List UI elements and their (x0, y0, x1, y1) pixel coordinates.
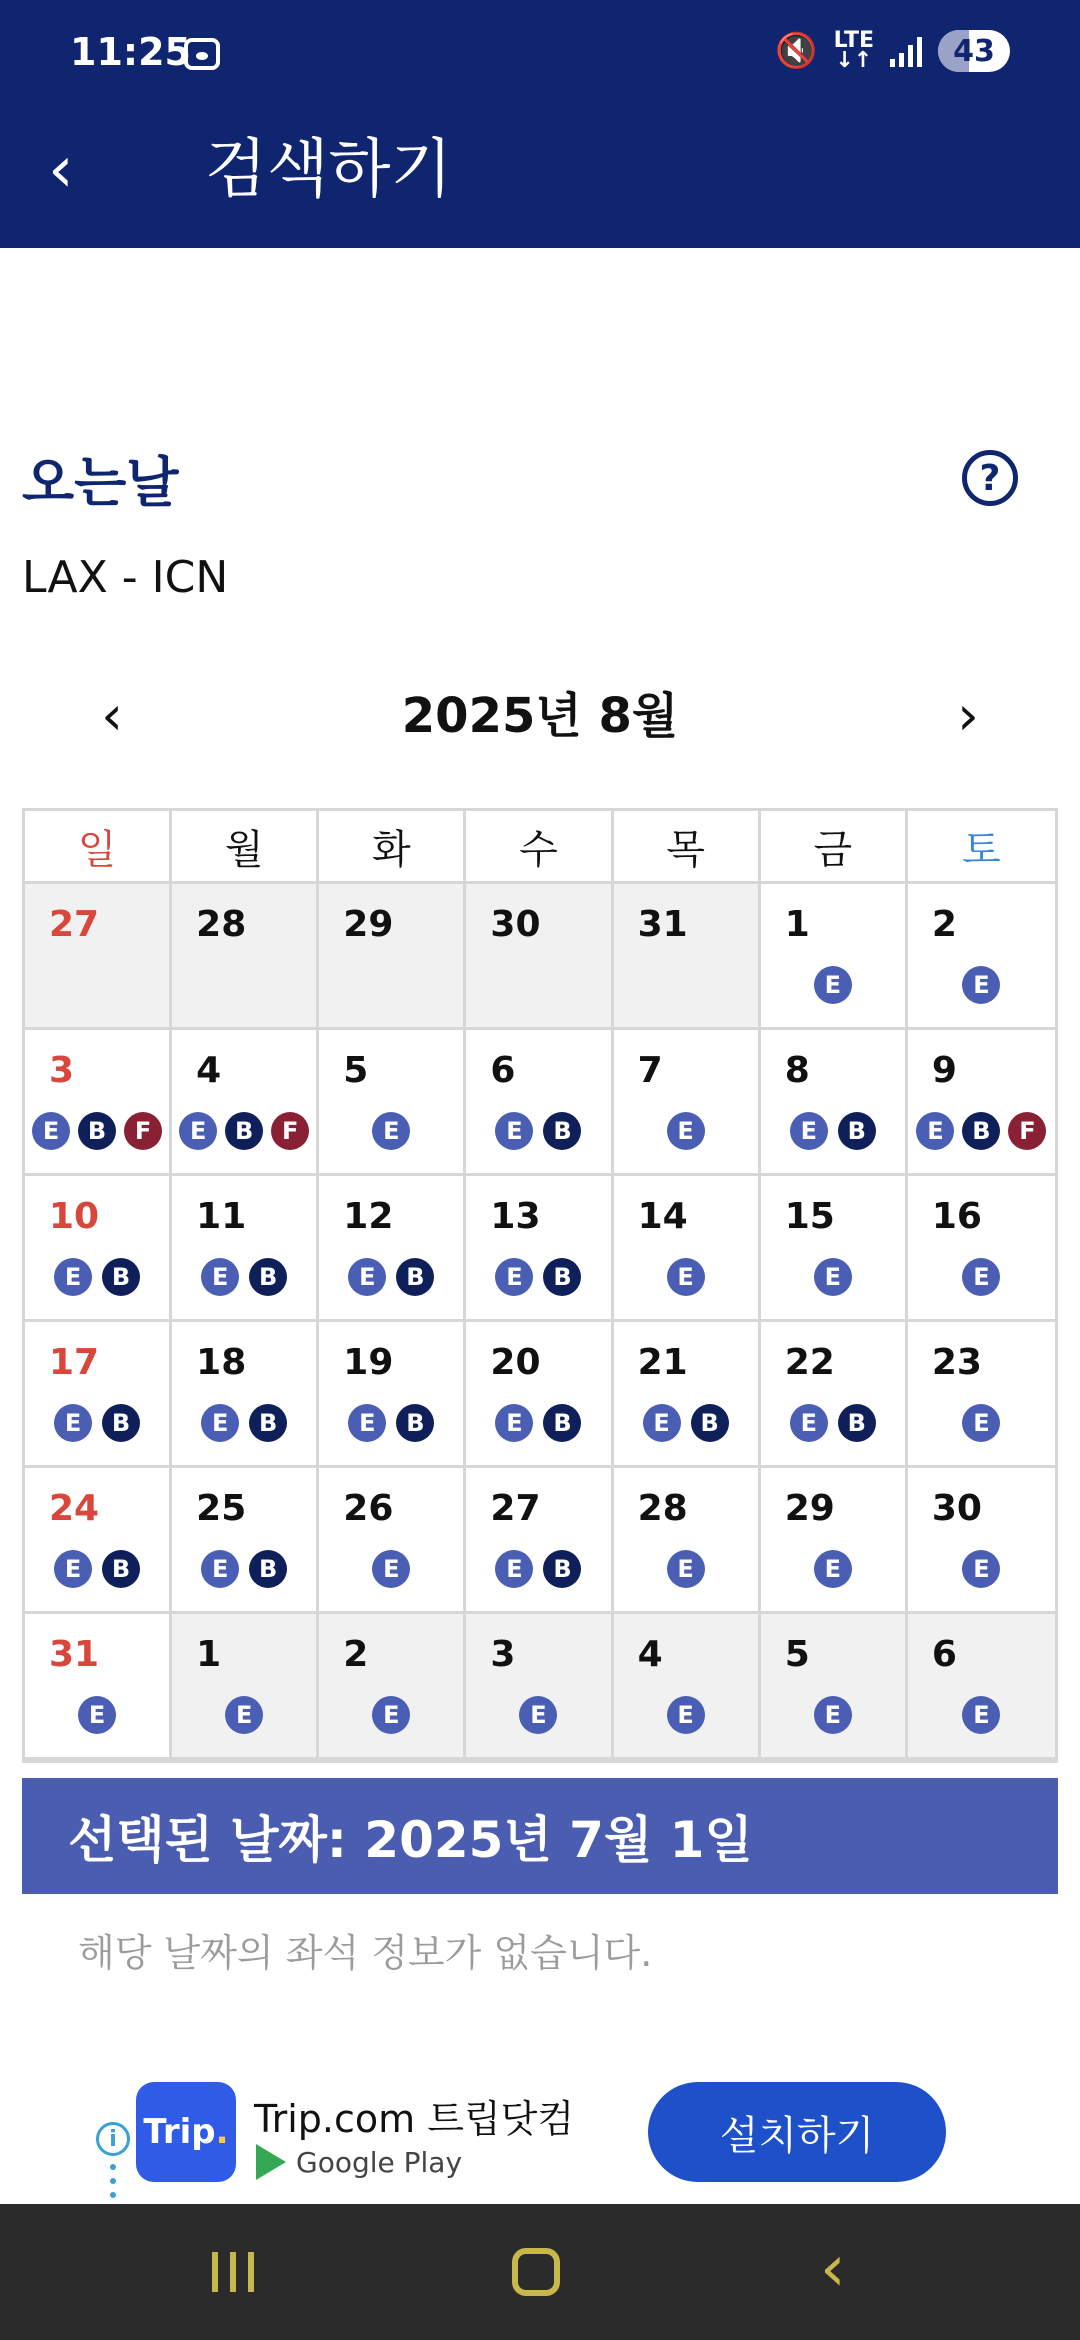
seat-class-badges (466, 1258, 610, 1296)
google-play-label (256, 2144, 462, 2180)
month-label: 2025년 8월 (401, 688, 679, 744)
calendar-day[interactable] (761, 1176, 908, 1322)
seat-class-badges (761, 1112, 905, 1150)
day-number: 1 (784, 904, 810, 945)
calendar-day[interactable] (25, 1322, 172, 1468)
calendar-day[interactable] (761, 1322, 908, 1468)
back-icon[interactable]: ‹ (820, 2232, 846, 2306)
calendar-day[interactable] (466, 1322, 613, 1468)
seat-class-badges (25, 1112, 169, 1150)
seat-class-badge: E (790, 1404, 828, 1442)
recent-apps-icon[interactable] (212, 2252, 254, 2292)
day-number: 3 (49, 1050, 75, 1091)
seat-class-badge: B (102, 1258, 140, 1296)
seat-class-badge: E (179, 1112, 217, 1150)
seat-class-badge: B (838, 1112, 876, 1150)
logo-text: Trip (143, 2112, 216, 2152)
seat-class-badge: B (225, 1112, 263, 1150)
seat-class-badges (614, 1404, 758, 1442)
calendar-grid (22, 881, 1058, 1763)
calendar-day[interactable] (761, 1614, 908, 1760)
seat-class-badge: E (54, 1550, 92, 1588)
calendar-day[interactable] (172, 1614, 319, 1760)
seat-class-badges (614, 1550, 758, 1588)
calendar-day[interactable] (319, 1030, 466, 1176)
day-number: 27 (49, 904, 100, 945)
ad-banner[interactable] (0, 2060, 1080, 2204)
seat-class-badges (614, 1112, 758, 1150)
seat-class-badges (908, 1258, 1055, 1296)
seat-class-badge: B (78, 1112, 116, 1150)
day-number: 27 (490, 1488, 541, 1529)
chevron-right-icon: › (957, 684, 979, 747)
app-header (0, 0, 1080, 248)
day-number: 6 (931, 1634, 957, 1675)
calendar-day[interactable] (319, 1614, 466, 1760)
seat-class-badges (25, 1258, 169, 1296)
calendar-day[interactable] (908, 1322, 1055, 1468)
day-number: 29 (343, 904, 394, 945)
seat-class-badge: E (790, 1112, 828, 1150)
day-number: 26 (343, 1488, 394, 1529)
calendar-day[interactable] (614, 1030, 761, 1176)
calendar-day[interactable] (908, 1468, 1055, 1614)
seat-class-badges (319, 1696, 463, 1734)
day-number: 2 (931, 904, 957, 945)
status-time: 11:25 (70, 30, 191, 74)
day-number: 29 (784, 1488, 835, 1529)
calendar-day[interactable] (466, 1176, 613, 1322)
calendar-day[interactable] (172, 1468, 319, 1614)
calendar-day[interactable] (908, 884, 1055, 1030)
weekday-fri: 금 (761, 811, 908, 881)
calendar-day[interactable] (25, 884, 172, 1030)
seat-class-badges (25, 1404, 169, 1442)
day-number: 8 (784, 1050, 810, 1091)
calendar (22, 808, 1058, 1763)
seat-class-badge: E (667, 1112, 705, 1150)
seat-class-badge: E (54, 1258, 92, 1296)
day-number: 2 (343, 1634, 369, 1675)
calendar-day[interactable] (614, 1176, 761, 1322)
weekday-wed: 수 (466, 811, 613, 881)
info-icon[interactable]: i (96, 2122, 130, 2156)
calendar-day[interactable] (761, 1030, 908, 1176)
seat-class-badge: F (124, 1112, 162, 1150)
day-number: 3 (490, 1634, 516, 1675)
day-number: 30 (931, 1488, 982, 1529)
seat-class-badge: E (495, 1550, 533, 1588)
calendar-day[interactable] (25, 1614, 172, 1760)
seat-class-badge: B (102, 1550, 140, 1588)
seat-class-badges (761, 1550, 905, 1588)
seat-class-badge: B (396, 1404, 434, 1442)
calendar-day[interactable] (172, 1030, 319, 1176)
calendar-day[interactable] (319, 1176, 466, 1322)
seat-class-badges (761, 1258, 905, 1296)
seat-class-badge: E (962, 1696, 1000, 1734)
seat-class-badges (466, 1696, 610, 1734)
battery-icon (938, 30, 1010, 72)
home-icon[interactable] (512, 2248, 560, 2296)
seat-class-badge: E (348, 1404, 386, 1442)
section-title: 오는날 (22, 451, 179, 514)
calendar-day[interactable] (466, 884, 613, 1030)
seat-class-badge: E (667, 1550, 705, 1588)
calendar-day[interactable] (614, 884, 761, 1030)
seat-class-badge: E (201, 1550, 239, 1588)
seat-class-badges (319, 1258, 463, 1296)
calendar-day[interactable] (319, 1468, 466, 1614)
battery-level: 43 (953, 33, 995, 69)
lte-label: LTE (833, 28, 874, 53)
seat-class-badge: E (495, 1258, 533, 1296)
seat-class-badge: E (667, 1696, 705, 1734)
seat-class-badge: E (201, 1258, 239, 1296)
seat-class-badge: E (32, 1112, 70, 1150)
seat-class-badge: B (691, 1404, 729, 1442)
calendar-day[interactable] (319, 1322, 466, 1468)
day-number: 4 (637, 1634, 663, 1675)
seat-class-badges (172, 1404, 316, 1442)
calendar-day[interactable] (761, 884, 908, 1030)
day-number: 4 (196, 1050, 222, 1091)
day-number: 7 (637, 1050, 663, 1091)
seat-class-badge: E (916, 1112, 954, 1150)
seat-class-badge: F (271, 1112, 309, 1150)
seat-class-badges (908, 1550, 1055, 1588)
next-month-button[interactable] (938, 684, 998, 748)
seat-class-badge: E (372, 1112, 410, 1150)
seat-class-badges (908, 1696, 1055, 1734)
page-title: 검색하기 (205, 133, 453, 207)
seat-class-badges (761, 1696, 905, 1734)
seat-class-badges (319, 1550, 463, 1588)
calendar-day[interactable] (25, 1468, 172, 1614)
seat-class-badge: E (372, 1696, 410, 1734)
weekday-tue: 화 (319, 811, 466, 881)
calendar-day[interactable] (466, 1614, 613, 1760)
calendar-day[interactable] (172, 884, 319, 1030)
calendar-day[interactable] (466, 1468, 613, 1614)
seat-class-badge: E (519, 1696, 557, 1734)
seat-class-badges (761, 1404, 905, 1442)
weekday-header (22, 808, 1058, 881)
weekday-sat: 토 (962, 826, 1001, 873)
google-play-icon (256, 2144, 286, 2180)
seat-class-badges (172, 1258, 316, 1296)
seat-class-badge: E (814, 1550, 852, 1588)
selected-date-banner: 선택된 날짜: 2025년 7월 1일 (22, 1778, 1058, 1894)
calendar-day[interactable] (319, 884, 466, 1030)
seat-class-badge: E (643, 1404, 681, 1442)
calendar-day[interactable] (172, 1322, 319, 1468)
day-number: 30 (490, 904, 541, 945)
seat-class-badge: B (543, 1404, 581, 1442)
day-number: 5 (343, 1050, 369, 1091)
day-number: 19 (343, 1342, 394, 1383)
prev-month-button[interactable] (82, 684, 142, 748)
day-number: 16 (931, 1196, 982, 1237)
day-number: 15 (784, 1196, 835, 1237)
seat-class-badges (319, 1112, 463, 1150)
status-icons (775, 30, 1010, 72)
no-seat-info-message: 해당 날짜의 좌석 정보가 없습니다. (78, 1931, 653, 1975)
calendar-day[interactable] (25, 1176, 172, 1322)
seat-class-badge: B (543, 1550, 581, 1588)
calendar-day[interactable] (466, 1030, 613, 1176)
seat-class-badge: B (102, 1404, 140, 1442)
day-number: 5 (784, 1634, 810, 1675)
seat-class-badge: E (495, 1404, 533, 1442)
seat-class-badge: E (962, 966, 1000, 1004)
store-name: Google Play (296, 2145, 463, 2179)
seat-class-badges (466, 1550, 610, 1588)
seat-class-badges (614, 1696, 758, 1734)
seat-class-badge: E (201, 1404, 239, 1442)
seat-class-badge: B (543, 1112, 581, 1150)
calendar-day[interactable] (614, 1322, 761, 1468)
seat-class-badges (908, 1112, 1055, 1150)
more-options-icon[interactable] (110, 2164, 116, 2198)
seat-class-badge: B (249, 1258, 287, 1296)
day-number: 12 (343, 1196, 394, 1237)
ad-title: Trip.com 트립닷컴 (254, 2097, 575, 2141)
day-number: 11 (196, 1196, 247, 1237)
day-number: 21 (637, 1342, 688, 1383)
chevron-left-icon: ‹ (48, 133, 74, 207)
seat-class-badges (466, 1404, 610, 1442)
seat-class-badges (908, 966, 1055, 1004)
seat-class-badge: B (396, 1258, 434, 1296)
day-number: 1 (196, 1634, 222, 1675)
weekday-thu: 목 (614, 811, 761, 881)
day-number: 18 (196, 1342, 247, 1383)
seat-class-badge: B (249, 1550, 287, 1588)
seat-class-badge: E (962, 1404, 1000, 1442)
seat-class-badges (908, 1404, 1055, 1442)
seat-class-badges (172, 1696, 316, 1734)
day-number: 10 (49, 1196, 100, 1237)
calendar-day[interactable] (908, 1030, 1055, 1176)
seat-class-badges (761, 966, 905, 1004)
seat-class-badges (614, 1258, 758, 1296)
help-label: ? (979, 457, 1001, 499)
seat-class-badge: B (543, 1258, 581, 1296)
calendar-day[interactable] (908, 1176, 1055, 1322)
seat-class-badge: E (54, 1404, 92, 1442)
day-number: 13 (490, 1196, 541, 1237)
seat-class-badges (25, 1696, 169, 1734)
calendar-day[interactable] (25, 1030, 172, 1176)
day-number: 28 (196, 904, 247, 945)
mute-icon: 🔇 (775, 31, 818, 71)
day-number: 9 (931, 1050, 957, 1091)
seat-class-badge: B (962, 1112, 1000, 1150)
weekday-sun: 일 (25, 811, 172, 881)
seat-class-badge: E (962, 1258, 1000, 1296)
seat-class-badges (172, 1112, 316, 1150)
day-number: 24 (49, 1488, 100, 1529)
seat-class-badge: E (814, 1258, 852, 1296)
question-circle-icon[interactable] (962, 450, 1018, 506)
seat-class-badges (319, 1404, 463, 1442)
seat-class-badge: E (372, 1550, 410, 1588)
seat-class-badge: E (667, 1258, 705, 1296)
route-label: LAX - ICN (22, 552, 229, 603)
day-number: 28 (637, 1488, 688, 1529)
weekday-mon: 월 (172, 811, 319, 881)
seat-class-badge: E (495, 1112, 533, 1150)
seat-class-badge: E (962, 1550, 1000, 1588)
screenshot-icon (184, 38, 220, 70)
day-number: 23 (931, 1342, 982, 1383)
signal-icon (890, 35, 922, 67)
calendar-day[interactable] (614, 1614, 761, 1760)
day-number: 20 (490, 1342, 541, 1383)
chevron-left-icon: ‹ (101, 684, 123, 747)
system-nav-bar (0, 2204, 1080, 2340)
install-button[interactable]: 설치하기 (648, 2082, 946, 2182)
seat-class-badges (466, 1112, 610, 1150)
seat-class-badge: E (225, 1696, 263, 1734)
calendar-day[interactable] (908, 1614, 1055, 1760)
calendar-day[interactable] (172, 1176, 319, 1322)
seat-class-badge: E (814, 1696, 852, 1734)
back-button[interactable] (48, 130, 108, 210)
seat-class-badge: E (814, 966, 852, 1004)
day-number: 14 (637, 1196, 688, 1237)
day-number: 31 (49, 1634, 100, 1675)
seat-class-badges (172, 1550, 316, 1588)
day-number: 6 (490, 1050, 516, 1091)
day-number: 31 (637, 904, 688, 945)
lte-icon: LTE ↓↑ (833, 28, 874, 73)
calendar-day[interactable] (761, 1468, 908, 1614)
day-number: 25 (196, 1488, 247, 1529)
trip-logo (136, 2082, 236, 2182)
seat-class-badges (25, 1550, 169, 1588)
seat-class-badge: E (78, 1696, 116, 1734)
logo-dot: . (215, 2112, 229, 2152)
seat-class-badge: B (249, 1404, 287, 1442)
day-number: 17 (49, 1342, 100, 1383)
seat-class-badge: E (348, 1258, 386, 1296)
seat-class-badge: B (838, 1404, 876, 1442)
seat-class-badge: F (1008, 1112, 1046, 1150)
day-number: 22 (784, 1342, 835, 1383)
calendar-day[interactable] (614, 1468, 761, 1614)
